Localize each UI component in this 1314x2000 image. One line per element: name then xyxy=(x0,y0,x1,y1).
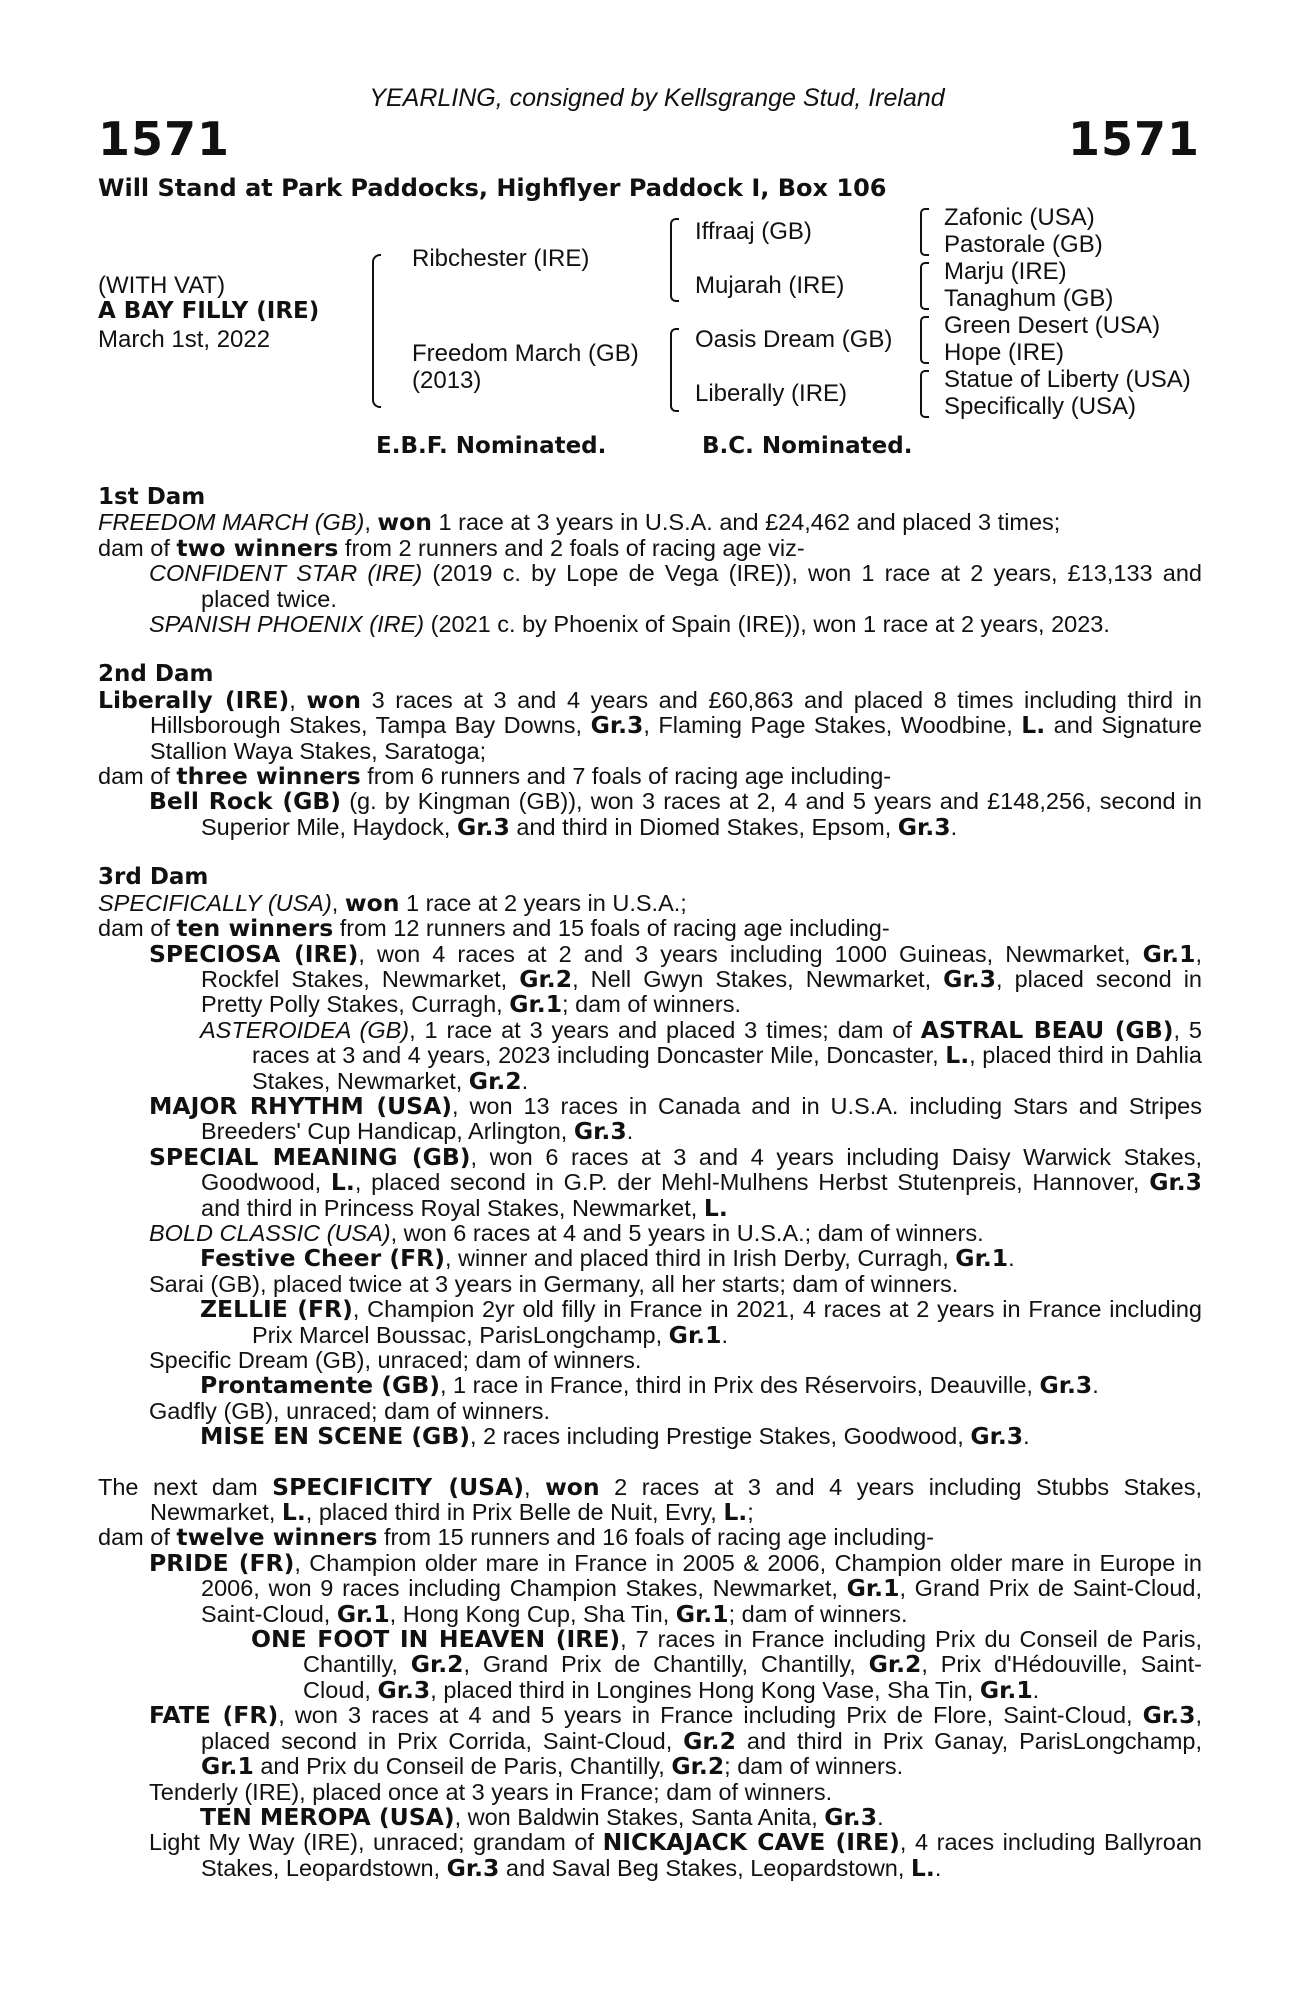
text: ; dam of winners. xyxy=(728,1600,908,1627)
text: ; dam of winners. xyxy=(562,991,741,1018)
text: from 2 runners and 2 foals of racing age viz- xyxy=(338,534,805,561)
horse-name: ASTEROIDEA (GB) xyxy=(200,1016,410,1043)
listed: L. xyxy=(910,1853,935,1882)
ten-meropa-record xyxy=(98,1802,1202,1831)
text: . xyxy=(721,1321,728,1348)
tenderly-record: Tenderly (IRE), placed once at 3 years in France; dam of winners. xyxy=(149,1778,833,1805)
sep: , xyxy=(289,686,307,713)
grade: Gr.1 xyxy=(846,1574,900,1603)
grade: Gr.3 xyxy=(824,1802,878,1831)
stand-location: Will Stand at Park Paddocks, Highflyer Paddock I, Box 106 xyxy=(98,174,887,202)
text: , Prix d'Hédouville, Saint-Cloud, xyxy=(303,1651,1203,1703)
winners-count: twelve winners xyxy=(176,1523,378,1552)
ped-sds: Marju (IRE) xyxy=(944,258,1067,285)
horse-name: ASTRAL BEAU (GB) xyxy=(920,1015,1174,1044)
gadfly-record: Gadfly (GB), unraced; dam of winners. xyxy=(149,1397,550,1424)
ped-ddd: Specifically (USA) xyxy=(944,393,1137,420)
grade: Gr.1 xyxy=(1142,939,1196,968)
text: , placed third in Longines Hong Kong Vase, Sha Tin, xyxy=(430,1676,980,1703)
next-dam-produce-summary xyxy=(98,1525,1202,1550)
ped-dds: Statue of Liberty (USA) xyxy=(944,366,1191,393)
grade: Gr.3 xyxy=(377,1675,431,1704)
text: 1 race at 2 years in U.S.A.; xyxy=(399,889,687,916)
text: , placed second in Pretty Polly Stakes, Curragh, xyxy=(201,965,1202,1018)
first-dam-line xyxy=(98,510,1202,535)
second-dam-name: Liberally (IRE) xyxy=(98,685,290,714)
text: 1 race at 3 years in U.S.A. and £24,462 and placed 3 times; xyxy=(431,509,1061,536)
text: , Champion older mare in France in 2005 & 2006, Champion older mare in Europe in 2006, won 9 races including Champion Stakes, Newmarket, xyxy=(201,1549,1202,1602)
grade: Gr.3 xyxy=(457,812,510,841)
mise-en-scene-record xyxy=(98,1424,1202,1449)
text: , placed third in Prix Belle de Nuit, Evry, xyxy=(305,1499,724,1526)
text: . xyxy=(1032,1676,1040,1703)
festive-cheer-record xyxy=(98,1246,1202,1271)
brace-3 xyxy=(920,316,929,364)
text: , won 6 races at 4 and 5 years in U.S.A.; dam of winners. xyxy=(390,1219,984,1246)
first-dam-name: FREEDOM MARCH (GB) xyxy=(98,509,365,536)
sep: , xyxy=(331,889,345,916)
brace-2 xyxy=(920,262,929,310)
text: (2021 c. by Phoenix of Spain (IRE)), won 1 race at 2 years, 2023. xyxy=(424,611,1110,638)
grade: Gr.3 xyxy=(943,964,996,993)
next-dam-line xyxy=(98,1472,1203,1527)
lot-number-left: 1571 xyxy=(98,112,231,166)
specific-dream-record: Specific Dream (GB), unraced; dam of winners. xyxy=(149,1347,642,1373)
sire-sire: Iffraaj (GB) xyxy=(695,218,812,245)
text: , winner and placed third in Irish Derby, Curragh, xyxy=(445,1245,956,1272)
horse-name: ZELLIE (FR) xyxy=(200,1295,353,1324)
second-dam-produce-summary xyxy=(98,764,1202,789)
winners-count: three winners xyxy=(176,762,361,791)
text: , 7 races in France including Prix du Conseil de Paris, Chantilly, xyxy=(303,1626,1202,1678)
grade: Gr.3 xyxy=(446,1853,500,1882)
text: , 2 races including Prestige Stakes, Goodwood, xyxy=(470,1423,971,1450)
text: dam of xyxy=(98,534,177,561)
dam-year: (2013) xyxy=(412,367,482,394)
sire-dam: Mujarah (IRE) xyxy=(695,272,845,299)
horse-name: NICKAJACK CAVE (IRE) xyxy=(602,1828,900,1857)
text: , Champion 2yr old filly in France in 2021, 4 races at 2 years in France including Prix Marcel Boussac, ParisLongchamp, xyxy=(252,1296,1202,1348)
text: . xyxy=(626,1118,634,1145)
consignment-line: YEARLING, consigned by Kellsgrange Stud, Ireland xyxy=(369,84,945,112)
won: won xyxy=(306,685,361,714)
grade: Gr.3 xyxy=(970,1422,1024,1451)
third-dam-heading: 3rd Dam xyxy=(98,864,209,891)
text: from 6 runners and 7 foals of racing age including- xyxy=(360,763,892,790)
next-dam-name: SPECIFICITY (USA) xyxy=(272,1472,525,1501)
text: Light My Way (IRE), unraced; grandam of xyxy=(149,1829,603,1856)
listed: L. xyxy=(723,1498,748,1527)
horse-name: CONFIDENT STAR (IRE) xyxy=(149,560,423,587)
grade: Gr.2 xyxy=(468,1066,522,1095)
horse-name: TEN MEROPA (USA) xyxy=(200,1802,455,1831)
text: and Prix du Conseil de Paris, Chantilly, xyxy=(253,1753,672,1780)
third-dam-name: SPECIFICALLY (USA) xyxy=(98,889,332,916)
bold-classic-record xyxy=(98,1221,1202,1246)
first-dam-heading: 1st Dam xyxy=(98,484,206,510)
winners-count: ten winners xyxy=(176,914,334,943)
text: 3 races at 3 and 4 years and £60,863 and placed 8 times including third in Hillsborough Stakes, Tampa Bay Downs, xyxy=(150,686,1202,739)
text: , won 13 races in Canada and in U.S.A. including Stars and Stripes Breeders' Cup Handicap, Arlington, xyxy=(201,1092,1202,1145)
won: won xyxy=(344,888,400,917)
grade: Gr.3 xyxy=(1149,1168,1202,1197)
fate-record xyxy=(98,1703,1202,1779)
text: . xyxy=(877,1803,884,1830)
text: and third in Prix Ganay, ParisLongchamp, xyxy=(735,1727,1202,1754)
first-dam-offspring-1 xyxy=(98,561,1202,612)
text: , Flaming Page Stakes, Woodbine, xyxy=(643,712,1022,739)
grade: Gr.1 xyxy=(336,1599,390,1628)
text: , Grand Prix de Chantilly, Chantilly, xyxy=(463,1651,869,1678)
special-meaning-record xyxy=(98,1142,1202,1222)
grade: Gr.2 xyxy=(671,1752,725,1781)
text: (g. by Kingman (GB)), won 3 races at 2, 4 and 5 years and £148,256, second in Superior Mile, Haydock, xyxy=(201,788,1202,840)
brace-4 xyxy=(920,370,929,418)
text: , 4 races including Ballyroan Stakes, Leopardstown, xyxy=(201,1829,1202,1881)
major-rhythm-record xyxy=(98,1091,1202,1146)
text: , placed third in Dahlia Stakes, Newmarket, xyxy=(252,1042,1202,1094)
horse-name: MAJOR RHYTHM (USA) xyxy=(149,1091,453,1120)
second-dam-heading: 2nd Dam xyxy=(98,661,214,688)
grade: Gr.1 xyxy=(955,1244,1009,1273)
speciosa-record xyxy=(98,939,1202,1019)
grade: Gr.2 xyxy=(410,1650,464,1679)
ped-dss: Green Desert (USA) xyxy=(944,312,1161,339)
text: . xyxy=(521,1067,529,1094)
horse-name: FATE (FR) xyxy=(149,1701,279,1730)
horse-name: SPECIAL MEANING (GB) xyxy=(149,1142,471,1171)
grade: Gr.3 xyxy=(897,812,951,841)
text: and third in Princess Royal Stakes, Newmarket, xyxy=(201,1194,704,1221)
lot-name: A BAY FILLY (IRE) xyxy=(98,298,320,324)
text: and Saval Beg Stakes, Leopardstown, xyxy=(499,1854,911,1881)
text: and Signature Stallion Waya Stakes, Saratoga; xyxy=(150,712,1202,764)
text: dam of xyxy=(98,1524,177,1551)
grade: Gr.1 xyxy=(668,1320,722,1349)
sarai-record: Sarai (GB), placed twice at 3 years in Germany, all her starts; dam of winners. xyxy=(149,1270,959,1297)
horse-name: Festive Cheer (FR) xyxy=(200,1244,446,1273)
text: dam of xyxy=(98,763,177,790)
vat-note: (WITH VAT) xyxy=(98,272,226,299)
text: , won 3 races at 4 and 5 years in France including Prix de Flore, Saint-Cloud, xyxy=(278,1702,1143,1729)
brace-1 xyxy=(920,208,929,256)
one-foot-in-heaven-record xyxy=(98,1627,1202,1703)
ebf-nomination: E.B.F. Nominated. xyxy=(376,433,607,459)
text: . xyxy=(950,813,958,840)
won: won xyxy=(545,1472,600,1501)
horse-name: SPANISH PHOENIX (IRE) xyxy=(149,611,425,638)
text: , won 4 races at 2 and 3 years including 1000 Guineas, Newmarket, xyxy=(358,940,1143,967)
text: , Rockfel Stakes, Newmarket, xyxy=(201,940,1202,992)
horse-name: BOLD CLASSIC (USA) xyxy=(149,1219,391,1246)
horse-name: MISE EN SCENE (GB) xyxy=(200,1422,470,1451)
light-my-way-record xyxy=(98,1830,1202,1881)
horse-name: PRIDE (FR) xyxy=(149,1548,295,1577)
horse-name: Bell Rock (GB) xyxy=(149,787,342,816)
first-dam-offspring-2 xyxy=(98,612,1202,637)
pride-record xyxy=(98,1548,1203,1628)
listed: L. xyxy=(703,1193,728,1222)
text: ; dam of winners. xyxy=(724,1753,904,1780)
ped-sdd: Tanaghum (GB) xyxy=(944,285,1114,312)
grade: Gr.2 xyxy=(868,1650,922,1679)
prontamente-record xyxy=(98,1373,1202,1398)
grade: Gr.3 xyxy=(1039,1371,1093,1400)
text: and third in Diomed Stakes, Epsom, xyxy=(509,813,898,840)
listed: L. xyxy=(1021,711,1046,740)
foaled-date: March 1st, 2022 xyxy=(98,326,271,353)
dam-brace xyxy=(670,328,679,412)
dam-produce-records xyxy=(98,485,1202,1881)
text: , 1 race at 3 years and placed 3 times; dam of xyxy=(409,1016,921,1043)
text: dam of xyxy=(98,915,177,942)
listed: L. xyxy=(330,1168,355,1197)
grade: Gr.3 xyxy=(590,711,644,740)
grade: Gr.1 xyxy=(675,1599,729,1628)
text: The next dam xyxy=(98,1473,273,1500)
listed: L. xyxy=(945,1041,970,1070)
ped-ssd: Pastorale (GB) xyxy=(944,231,1103,258)
text: from 15 runners and 16 foals of racing age including- xyxy=(377,1524,934,1551)
ped-dsd: Hope (IRE) xyxy=(944,339,1065,366)
grade: Gr.1 xyxy=(509,990,563,1019)
horse-name: SPECIOSA (IRE) xyxy=(149,939,359,968)
sep: , xyxy=(524,1473,546,1500)
grade: Gr.2 xyxy=(519,964,573,993)
text: . xyxy=(1092,1372,1099,1399)
second-dam-offspring-1 xyxy=(98,789,1202,840)
ped-sss: Zafonic (USA) xyxy=(944,204,1095,231)
third-dam-produce-summary xyxy=(98,916,1202,941)
text: ; xyxy=(747,1499,754,1526)
text: , won 6 races at 3 and 4 years including Daisy Warwick Stakes, Goodwood, xyxy=(201,1143,1202,1196)
first-dam-produce-summary xyxy=(98,533,1202,562)
grade: Gr.1 xyxy=(979,1675,1033,1704)
asteroidea-record xyxy=(98,1015,1202,1095)
text: 2 races at 3 and 4 years including Stubbs Stakes, Newmarket, xyxy=(150,1473,1203,1526)
third-dam-line xyxy=(98,888,1202,917)
text: , placed second in Prix Corrida, Saint-Cloud, xyxy=(201,1702,1202,1754)
bc-nomination: B.C. Nominated. xyxy=(702,433,913,459)
text: , Nell Gwyn Stakes, Newmarket, xyxy=(572,965,944,992)
text: , Hong Kong Cup, Sha Tin, xyxy=(389,1600,676,1627)
grade: Gr.3 xyxy=(1142,1701,1196,1730)
horse-name: ONE FOOT IN HEAVEN (IRE) xyxy=(251,1625,621,1654)
main-brace xyxy=(372,254,381,408)
text: from 12 runners and 15 foals of racing age including- xyxy=(333,915,890,942)
dam: Freedom March (GB) xyxy=(412,340,639,367)
sire-brace xyxy=(670,218,679,302)
lot-number-right: 1571 xyxy=(1067,112,1200,166)
text: , 5 races at 3 and 4 years, 2023 including Doncaster Mile, Doncaster, xyxy=(252,1016,1202,1069)
zellie-record xyxy=(98,1297,1202,1348)
text: , won Baldwin Stakes, Santa Anita, xyxy=(454,1803,825,1830)
text: , Grand Prix de Saint-Cloud, Saint-Cloud, xyxy=(201,1575,1203,1627)
text: . xyxy=(1023,1423,1030,1450)
text: , 1 race in France, third in Prix des Réservoirs, Deauville, xyxy=(439,1372,1040,1399)
dam-sire: Oasis Dream (GB) xyxy=(695,326,893,353)
grade: Gr.1 xyxy=(201,1752,254,1781)
winners-count: two winners xyxy=(176,533,339,562)
sire: Ribchester (IRE) xyxy=(412,245,590,272)
second-dam-line xyxy=(98,685,1202,764)
grade: Gr.3 xyxy=(573,1117,627,1146)
sep: , xyxy=(364,509,378,536)
text: (2019 c. by Lope de Vega (IRE)), won 1 race at 2 years, £13,133 and placed twice. xyxy=(201,560,1202,612)
listed: L. xyxy=(281,1498,306,1527)
dam-dam: Liberally (IRE) xyxy=(695,380,848,407)
text: , placed second in G.P. der Mehl-Mulhens Herbst Stutenpreis, Hannover, xyxy=(354,1169,1150,1196)
text: . xyxy=(934,1854,942,1881)
grade: Gr.2 xyxy=(683,1726,736,1755)
won: won xyxy=(377,508,432,537)
horse-name: Prontamente (GB) xyxy=(200,1371,440,1400)
text: . xyxy=(1008,1245,1015,1272)
